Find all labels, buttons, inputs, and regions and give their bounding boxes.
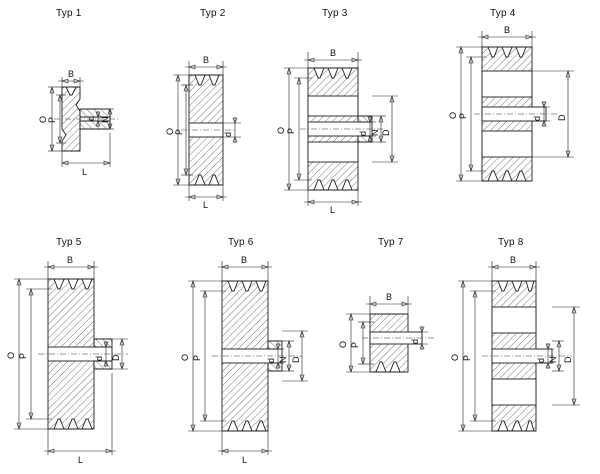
figure-typ5 [4,255,164,470]
dim-label-L: L [78,455,84,465]
dim-label-d: d [266,357,276,363]
dim-label-O: O [6,351,16,359]
dim-label-O: O [276,126,286,134]
dim-label-P: P [462,354,472,361]
dim-label-L: L [242,455,248,465]
dim-label-D: D [557,114,567,121]
figure-typ6 [176,255,336,470]
dim-label-D: D [111,354,121,361]
figure-title-typ5: Typ 5 [56,237,82,248]
dim-label-P: P [18,352,28,359]
dim-label-O: O [450,353,460,361]
dim-label-D: D [291,356,301,363]
dim-label-B: B [67,255,74,265]
dim-label-d: d [536,357,546,363]
dim-label-L: L [330,205,336,215]
dim-label-B: B [203,55,210,65]
figure-typ4 [440,25,600,215]
dim-label-d: d [410,338,420,344]
dim-label-P: P [458,112,468,119]
dim-label-P: P [286,127,296,134]
dim-label-d: d [86,115,96,121]
dim-label-O: O [448,111,458,119]
dim-label-N: N [548,356,558,363]
figure-title-typ7: Typ 7 [378,237,404,248]
dim-label-N: N [278,356,288,363]
dim-label-d: d [223,131,233,137]
figure-typ8 [446,255,600,455]
dim-label-O: O [38,115,48,123]
dim-label-d: d [532,115,542,121]
dim-label-O: O [165,127,175,135]
figure-typ1 [18,55,148,185]
figure-title-typ6: Typ 6 [228,237,254,248]
dim-label-D: D [563,356,573,363]
figure-title-typ3: Typ 3 [322,8,348,19]
dim-label-N: N [100,116,110,123]
dim-label-N: N [370,129,380,136]
dim-label-P: P [192,354,202,361]
dim-label-L: L [82,167,88,177]
figure-title-typ1: Typ 1 [56,8,82,19]
dim-label-B: B [504,25,511,35]
dim-label-O: O [180,353,190,361]
dim-label-P: P [47,116,57,123]
dim-label-B: B [68,69,75,79]
dim-label-B: B [386,292,393,302]
figure-title-typ8: Typ 8 [498,237,524,248]
figure-title-typ4: Typ 4 [490,8,516,19]
dim-label-O: O [338,340,348,348]
dim-label-d: d [94,355,104,361]
figure-title-typ2: Typ 2 [200,8,226,19]
dim-label-L: L [203,200,209,210]
dim-label-P: P [350,341,360,348]
dim-label-D: D [381,129,391,136]
dim-label-P: P [174,128,184,135]
dim-label-d: d [358,130,368,136]
figure-typ3 [272,40,422,215]
dim-label-B: B [241,255,248,265]
dim-label-B: B [510,255,517,265]
dim-label-B: B [330,48,337,58]
